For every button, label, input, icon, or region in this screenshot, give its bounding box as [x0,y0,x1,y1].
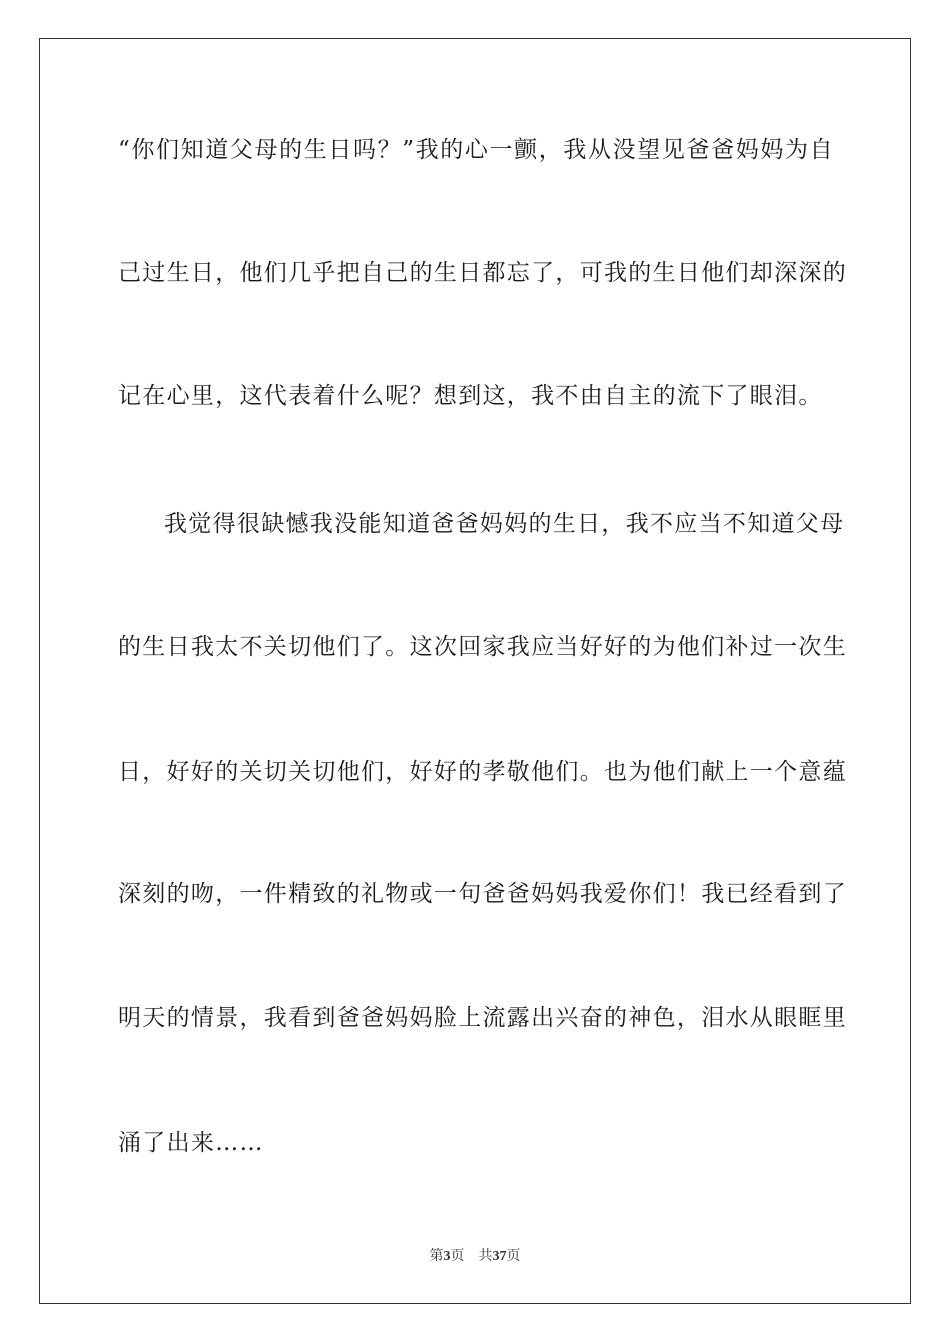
page-number: 3 [443,1249,451,1264]
body-line-7: 深刻的吻，一件精致的礼物或一句爸爸妈妈我爱你们！我已经看到了 [118,881,847,907]
body-line-2: 己过生日，他们几乎把自己的生日都忘了，可我的生日他们却深深的 [118,260,847,286]
body-line-5: 的生日我太不关切他们了。这次回家我应当好好的为他们补过一次生 [118,634,847,660]
body-line-4: 我觉得很缺憾我没能知道爸爸妈妈的生日，我不应当不知道父母 [164,511,845,537]
page-suffix: 页 [450,1248,465,1264]
body-line-8: 明天的情景，我看到爸爸妈妈脸上流露出兴奋的神色，泪水从眼眶里 [118,1005,847,1031]
page-border [39,38,911,1304]
page-prefix: 第 [429,1248,444,1264]
body-line-1: “你们知道父母的生日吗？”我的心一颤，我从没望见爸爸妈妈为自 [118,137,834,163]
body-line-9: 涌了出来…… [118,1130,264,1156]
total-suffix: 页 [506,1248,521,1264]
total-pages: 37 [492,1249,507,1264]
page-footer [0,1247,950,1266]
body-line-3: 记在心里，这代表着什么呢？想到这，我不由自主的流下了眼泪。 [118,383,823,409]
total-prefix: 共 [478,1248,493,1264]
body-line-6: 日，好好的关切关切他们，好好的孝敬他们。也为他们献上一个意蕴 [118,759,847,785]
